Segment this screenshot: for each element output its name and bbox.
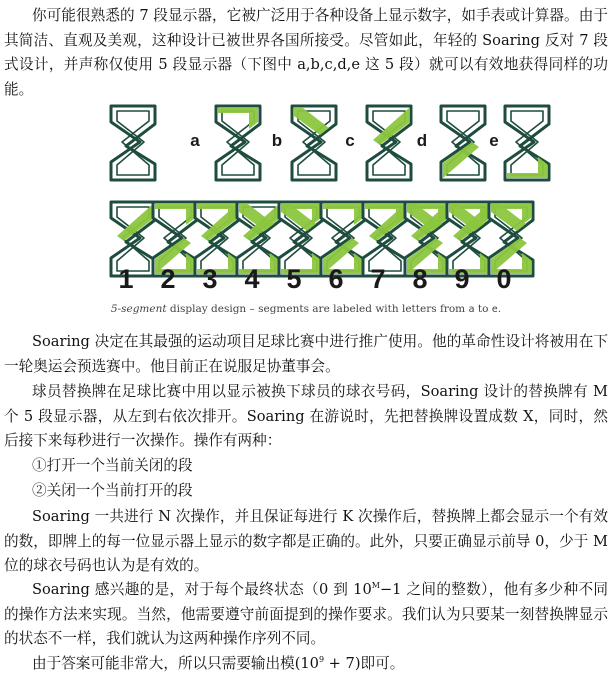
- question-part-1: Soaring 感兴趣的是，对于每个最终状态（0 到 10: [32, 581, 372, 598]
- caption-letter-e: e: [491, 304, 498, 315]
- figure-caption: [0, 303, 612, 315]
- digit-label-5: 5: [286, 264, 302, 294]
- operation-1: ①打开一个当前关闭的段: [32, 457, 193, 474]
- digit-row: [111, 202, 533, 294]
- segment-display-a: [216, 106, 260, 180]
- segment-display-e: [505, 106, 549, 180]
- intro-paragraph: 你可能很熟悉的 7 段显示器，它被广泛用于各种设备上显示数字，如手表或计算器。由于其简洁、直观及美观，这种设计已被世界各国所接受。尽管如此，年轻的 Soaring 反对 7 段式设计，并声称仅使用 5 段显示器（下图中 a,b,c,d,e 这 5 段）就可以有效地获得同样的功能。: [4, 7, 608, 98]
- digit-label-1: 1: [118, 264, 134, 294]
- segment-label-e: e: [489, 131, 499, 150]
- digit-label-0: 0: [496, 264, 512, 294]
- blank-display: [111, 106, 155, 180]
- segment-display-d: [441, 106, 485, 180]
- digit-label-2: 2: [160, 264, 176, 294]
- question-exponent: M: [371, 581, 380, 590]
- segment-display-c: [367, 106, 411, 180]
- digit-label-8: 8: [412, 264, 428, 294]
- segment-row: [111, 106, 549, 180]
- segment-label-b: b: [271, 131, 283, 150]
- digit-label-6: 6: [328, 264, 344, 294]
- modulo-part-1: 由于答案可能非常大，所以只需要输出模(10: [32, 655, 319, 672]
- caption-emphasis: 5-segment: [110, 303, 167, 315]
- digit-label-3: 3: [202, 264, 218, 294]
- question-part-2: −1 之间的整数），他有多少种不同的操作方法来实现。当然，他需要遵守前面提到的操作要求。我们认为只要某一刻替换牌显示的状态不一样，我们就认为这两种操作序列不同。: [4, 581, 608, 647]
- caption-letter-a: a: [468, 304, 475, 315]
- caption-end: .: [497, 303, 502, 315]
- rules-paragraph: Soaring 一共进行 N 次操作，并且保证每进行 K 次操作后，替换牌上都会显示一个有效的数，即牌上的每一位显示器上显示的数字都是正确的。此外，只要正确显示前导 0，少于 M 位的球衣号码也认为是有效的。: [4, 508, 608, 574]
- modulo-part-2: + 7)即可。: [324, 655, 405, 672]
- caption-to: to: [474, 303, 492, 315]
- digit-label-9: 9: [454, 264, 470, 294]
- caption-text: display design – segments are labeled with letters from: [166, 303, 469, 315]
- five-segment-figure: [0, 100, 612, 300]
- digit-label-7: 7: [370, 264, 386, 294]
- promotion-paragraph: Soaring 决定在其最强的运动项目足球比赛中进行推广使用。他的革命性设计将被用在下一轮奥运会预选赛中。他目前正在说服足协董事会。: [4, 333, 608, 375]
- segment-label-d: d: [416, 131, 428, 150]
- modulo-exponent: 9: [318, 655, 325, 664]
- operation-2: ②关闭一个当前打开的段: [32, 482, 193, 499]
- segment-label-c: c: [345, 131, 355, 150]
- digit-label-4: 4: [244, 264, 260, 294]
- question-paragraph: [4, 578, 608, 652]
- segment-label-a: a: [190, 131, 200, 150]
- board-paragraph: 球员替换牌在足球比赛中用以显示被换下球员的球衣号码，Soaring 设计的替换牌有 M 个 5 段显示器，从左到右依次排开。Soaring 在游说时，先把替换牌设置成数 X，同时，然后接下来每秒进行一次操作。操作有两种：: [4, 383, 608, 449]
- segment-display-b: [292, 106, 336, 180]
- modulo-paragraph: [4, 652, 608, 677]
